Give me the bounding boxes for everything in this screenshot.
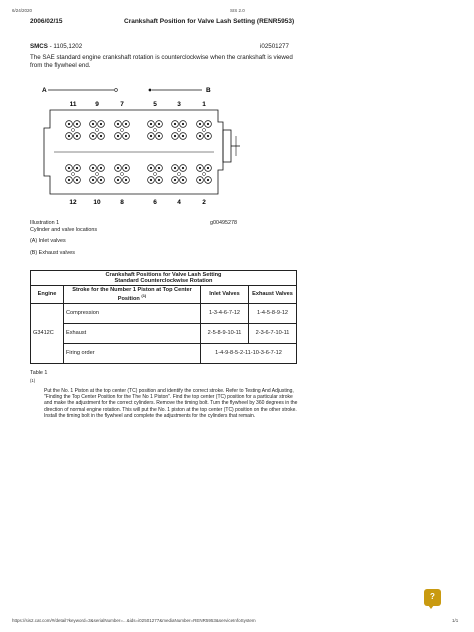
exhaust-compression: 1-4-5-8-9-12 bbox=[249, 303, 297, 323]
smcs-line bbox=[30, 43, 82, 51]
valve-stem bbox=[92, 167, 94, 169]
valve-stem bbox=[150, 167, 152, 169]
valve-stem bbox=[199, 135, 201, 137]
injector-circle bbox=[154, 129, 157, 132]
col-stroke-text: Stroke for the Number 1 Piston at Top Center Position bbox=[72, 287, 192, 302]
cylinder-head bbox=[90, 165, 105, 184]
col-inlet-header: Inlet Valves bbox=[201, 286, 249, 304]
valve-stem bbox=[182, 167, 184, 169]
table-title-line1: Crankshaft Positions for Valve Lash Setting bbox=[105, 272, 222, 278]
valve-stem bbox=[76, 135, 78, 137]
valve-stem bbox=[100, 179, 102, 181]
valve-stem bbox=[174, 135, 176, 137]
print-app-name: SIS 2.0 bbox=[230, 8, 245, 13]
cyl-num-top-5: 3 bbox=[177, 101, 181, 108]
valve-stem bbox=[125, 179, 127, 181]
col-exhaust-header: Exhaust Valves bbox=[249, 286, 297, 304]
stroke-compression: Compression bbox=[64, 303, 201, 323]
valve-stem bbox=[174, 167, 176, 169]
injector-circle bbox=[178, 129, 181, 132]
valve-stem bbox=[158, 135, 160, 137]
valve-stem bbox=[117, 135, 119, 137]
valve-stem bbox=[199, 123, 201, 125]
smcs-label: SMCS bbox=[30, 43, 48, 50]
valve-stem bbox=[117, 179, 119, 181]
injector-circle bbox=[203, 129, 206, 132]
inlet-compression: 1-3-4-6-7-12 bbox=[201, 303, 249, 323]
cyl-num-bottom-6: 2 bbox=[202, 199, 206, 206]
cylinder-head bbox=[172, 165, 187, 184]
valve-stem bbox=[68, 135, 70, 137]
injector-circle bbox=[96, 173, 99, 176]
cylinder-head bbox=[115, 121, 130, 140]
stroke-exhaust: Exhaust bbox=[64, 323, 201, 343]
valve-stem bbox=[182, 179, 184, 181]
injector-circle bbox=[96, 129, 99, 132]
injector-circle bbox=[203, 173, 206, 176]
arrow-b-end bbox=[149, 89, 152, 92]
cyl-num-bottom-5: 4 bbox=[177, 199, 181, 206]
valve-stem bbox=[182, 135, 184, 137]
valve-stem bbox=[76, 167, 78, 169]
doc-title: Crankshaft Position for Valve Lash Setting (RENR5953) bbox=[124, 18, 295, 25]
exhaust-exhaust: 2-3-6-7-10-11 bbox=[249, 323, 297, 343]
cylinder-head bbox=[90, 121, 105, 140]
illustration-id: g00495278 bbox=[210, 220, 237, 226]
cyl-num-top-2: 9 bbox=[95, 101, 99, 108]
valve-stem bbox=[125, 135, 127, 137]
firing-order-value: 1-4-9-8-5-2-11-10-3-6-7-12 bbox=[201, 343, 297, 363]
illustration-subtitle: Cylinder and valve locations bbox=[30, 227, 98, 233]
col-stroke-note: (1) bbox=[141, 293, 147, 298]
valve-stem bbox=[100, 123, 102, 125]
smcs-ref-id: i02501277 bbox=[260, 43, 289, 50]
valve-stem bbox=[117, 123, 119, 125]
cyl-num-top-1: 11 bbox=[69, 101, 77, 108]
valve-stem bbox=[199, 167, 201, 169]
arrow-a-end bbox=[115, 89, 118, 92]
injector-circle bbox=[154, 173, 157, 176]
valve-stem bbox=[68, 167, 70, 169]
valve-stem bbox=[158, 179, 160, 181]
cylinder-head bbox=[148, 121, 163, 140]
injector-circle bbox=[121, 129, 124, 132]
valve-stem bbox=[174, 123, 176, 125]
cyl-num-bottom-1: 12 bbox=[69, 199, 77, 206]
smcs-codes: - 1105,1202 bbox=[49, 43, 83, 50]
cyl-num-bottom-3: 8 bbox=[120, 199, 124, 206]
cyl-num-bottom-2: 10 bbox=[93, 199, 101, 206]
valve-stem bbox=[158, 123, 160, 125]
inlet-exhaust: 2-5-8-9-10-11 bbox=[201, 323, 249, 343]
injector-circle bbox=[72, 173, 75, 176]
valve-stem bbox=[150, 135, 152, 137]
legend-exhaust: (B) Exhaust valves bbox=[30, 250, 75, 256]
cyl-num-top-3: 7 bbox=[120, 101, 124, 108]
cyl-num-bottom-4: 6 bbox=[153, 199, 157, 206]
valve-stem bbox=[68, 123, 70, 125]
valve-stem bbox=[174, 179, 176, 181]
illustration-caption: Illustration 1 bbox=[30, 220, 60, 226]
label-b: B bbox=[206, 87, 211, 94]
cylinder-head bbox=[66, 121, 81, 140]
valve-lash-table bbox=[30, 270, 297, 364]
valve-stem bbox=[100, 135, 102, 137]
valve-stem bbox=[92, 123, 94, 125]
cylinder-head bbox=[66, 165, 81, 184]
table-title bbox=[31, 271, 297, 286]
valve-stem bbox=[76, 179, 78, 181]
cylinder-head bbox=[197, 165, 212, 184]
valve-stem bbox=[150, 179, 152, 181]
doc-date: 2006/02/15 bbox=[30, 18, 63, 25]
valve-stem bbox=[125, 123, 127, 125]
legend-inlet: (A) Inlet valves bbox=[30, 238, 66, 244]
injector-circle bbox=[121, 173, 124, 176]
intro-paragraph: The SAE standard engine crankshaft rotation is counterclockwise when the crankshaft is viewed from the flywheel end. bbox=[30, 54, 293, 69]
valve-stem bbox=[207, 135, 209, 137]
valve-stem bbox=[125, 167, 127, 169]
footnote-text: Put the No. 1 Piston at the top center (TC) position and identify the correct stroke. Refer to Testing And Adjusting, "Finding the Top Center Position for the The No 1 Piston". Find the top center (TC) position for a particular stroke and make the adjustment for the correct cylinders. Remove the timing bolt. Turn the flywheel by 360 degrees in the direction of normal engine rotation. This will put the No. 1 piston at the top center (TC) position on the other stroke. Install the timing bolt in the flywheel and complete the adjustments for the cylinders that remain. bbox=[44, 388, 298, 419]
stroke-firing-order: Firing order bbox=[64, 343, 201, 363]
cylinder-head bbox=[197, 121, 212, 140]
table-caption: Table 1 bbox=[30, 370, 48, 376]
cylinder-head bbox=[148, 165, 163, 184]
cyl-num-top-4: 5 bbox=[153, 101, 157, 108]
print-date: 6/24/2020 bbox=[12, 8, 33, 13]
valve-stem bbox=[100, 167, 102, 169]
valve-stem bbox=[117, 167, 119, 169]
cylinder-head bbox=[172, 121, 187, 140]
valve-stem bbox=[207, 123, 209, 125]
valve-stem bbox=[92, 135, 94, 137]
cyl-num-top-6: 1 bbox=[202, 101, 206, 108]
cylinder-head bbox=[115, 165, 130, 184]
chat-bubble-icon[interactable]: ? bbox=[424, 589, 441, 606]
valve-stem bbox=[92, 179, 94, 181]
valve-stem bbox=[158, 167, 160, 169]
footnote-marker: (1) bbox=[30, 378, 36, 383]
col-engine-header: Engine bbox=[31, 286, 64, 304]
valve-stem bbox=[182, 123, 184, 125]
cylinder-valve-diagram bbox=[30, 82, 250, 212]
injector-circle bbox=[72, 129, 75, 132]
injector-circle bbox=[178, 173, 181, 176]
valve-stem bbox=[199, 179, 201, 181]
valve-stem bbox=[150, 123, 152, 125]
valve-stem bbox=[207, 179, 209, 181]
flywheel-housing bbox=[223, 130, 231, 162]
engine-model: G3412C bbox=[31, 303, 64, 363]
table-title-line2: Standard Counterclockwise Rotation bbox=[114, 278, 213, 284]
valve-stem bbox=[68, 179, 70, 181]
valve-stem bbox=[76, 123, 78, 125]
valve-stem bbox=[207, 167, 209, 169]
footer-page: 1/1 bbox=[452, 618, 459, 623]
footer-url[interactable]: https://sis2.cat.com/#/detail?keyword=3&serialNumber=...&ids=i02501277&mediaNumber=RENR5953&serviceInfoSystem bbox=[12, 618, 256, 623]
col-stroke-header bbox=[64, 286, 201, 304]
label-a: A bbox=[42, 87, 47, 94]
